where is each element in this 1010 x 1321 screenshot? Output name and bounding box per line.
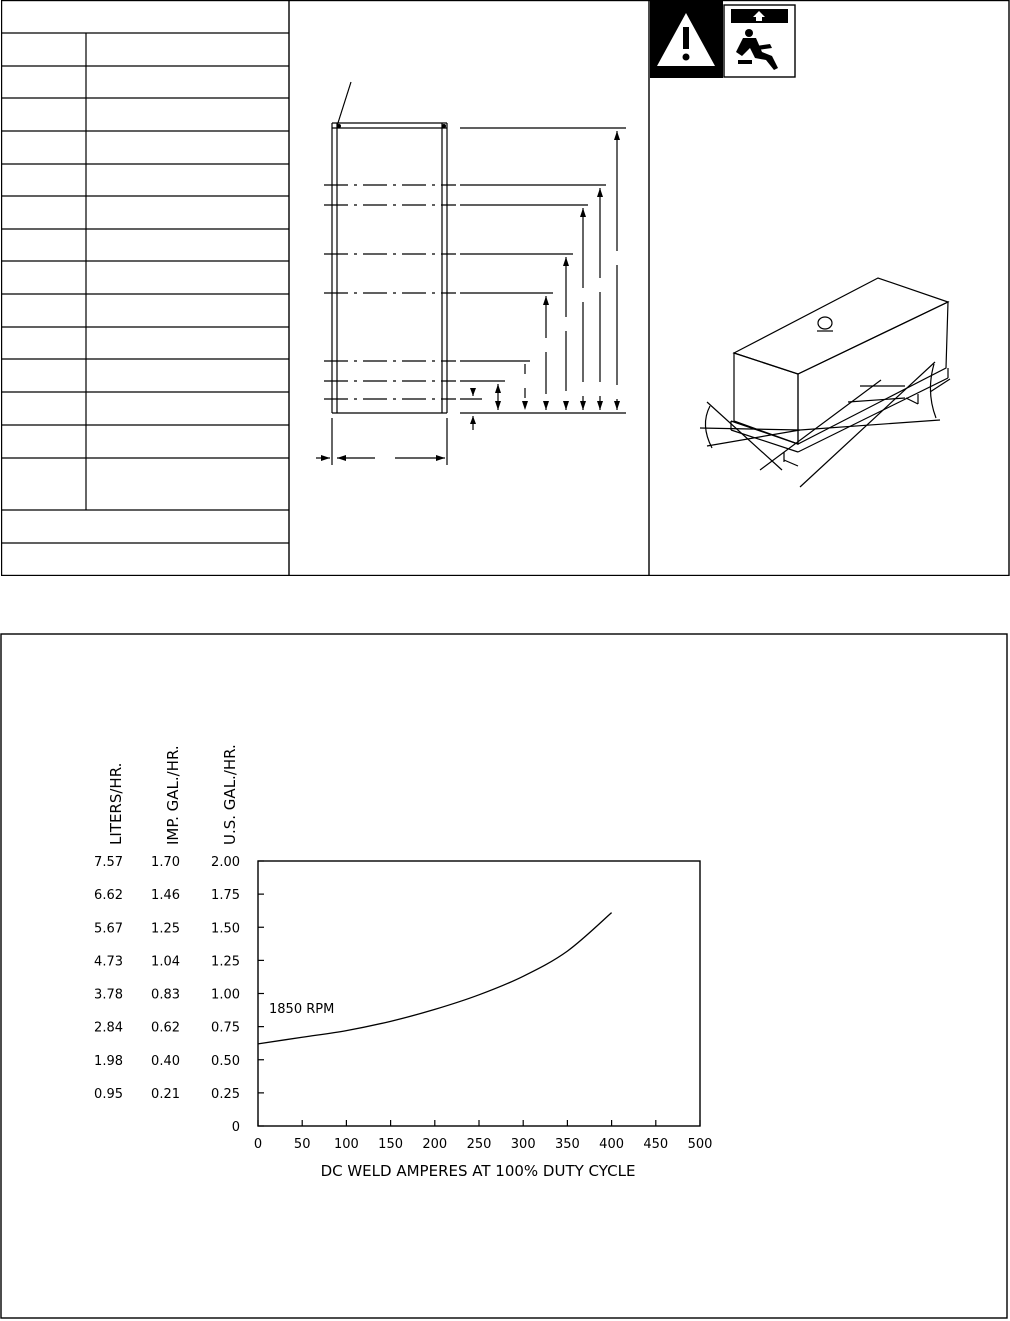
y-tick-label-us: 1.25 [211,954,240,970]
y-tick-label-us: 1.50 [211,921,240,937]
spec-panel [1,0,1010,576]
x-tick-label: 50 [293,1137,311,1152]
y-tick-label-liters: 2.84 [94,1020,123,1036]
x-tick-label: 400 [599,1137,625,1152]
x-tick-label: 200 [422,1137,448,1152]
fuel-consumption-panel [0,632,1009,1320]
y-tick-label-liters: 3.78 [94,987,123,1003]
x-tick-label: 450 [643,1137,669,1152]
warning-icon [650,1,723,78]
base-dimension-drawing [316,82,626,465]
y-tick-label-liters: 5.67 [94,921,123,937]
y-tick-label-imp: 0.21 [151,1086,180,1102]
falling-equipment-icon [724,5,795,77]
y-tick-label-us: 0 [231,1120,240,1135]
y-tick-label-us: 1.00 [211,987,240,1003]
y-tick-label-imp: 0.83 [151,987,180,1003]
axis-layer [94,855,712,1152]
x-tick-label: 150 [378,1137,404,1152]
x-tick-label: 0 [253,1137,263,1152]
spec-panel-drawing [1,0,1010,576]
dimension-table [2,33,289,543]
lifting-unit-drawing [700,278,950,487]
plot-area [258,861,700,1126]
y-tick-label-us: 0.75 [211,1020,240,1036]
y-label-imp-gal: IMP. GAL./HR. [164,745,182,845]
y-tick-label-us: 0.25 [211,1086,240,1102]
y-tick-label-imp: 0.40 [151,1053,180,1069]
y-label-liters: LITERS/HR. [107,762,125,845]
y-label-us-gal: U.S. GAL./HR. [221,744,239,845]
y-tick-label-liters: 4.73 [94,954,123,970]
y-tick-label-imp: 1.46 [151,888,180,904]
fuel-consumption-chart [0,632,1009,1320]
y-tick-label-us: 1.75 [211,888,240,904]
x-tick-label: 350 [554,1137,580,1152]
y-tick-label-imp: 1.25 [151,921,180,937]
y-tick-label-us: 2.00 [211,855,240,870]
x-tick-label: 250 [466,1137,492,1152]
series-layer [258,913,612,1044]
x-axis-label: DC WELD AMPERES AT 100% DUTY CYCLE [320,1162,636,1180]
series-line-1850-rpm [258,913,612,1044]
y-tick-label-imp: 0.62 [151,1020,180,1036]
x-tick-label: 300 [510,1137,536,1152]
y-tick-label-liters: 6.62 [94,888,123,904]
series-label: 1850 RPM [269,1002,335,1017]
x-tick-label: 500 [687,1137,713,1152]
chart-frame [1,634,1007,1318]
y-tick-label-imp: 1.04 [151,954,180,970]
x-tick-label: 100 [333,1137,359,1152]
y-tick-label-liters: 0.95 [94,1086,123,1102]
y-tick-label-us: 0.50 [211,1053,240,1069]
y-tick-label-liters: 1.98 [94,1053,123,1069]
y-tick-label-imp: 1.70 [151,855,180,870]
y-tick-label-liters: 7.57 [94,855,123,870]
